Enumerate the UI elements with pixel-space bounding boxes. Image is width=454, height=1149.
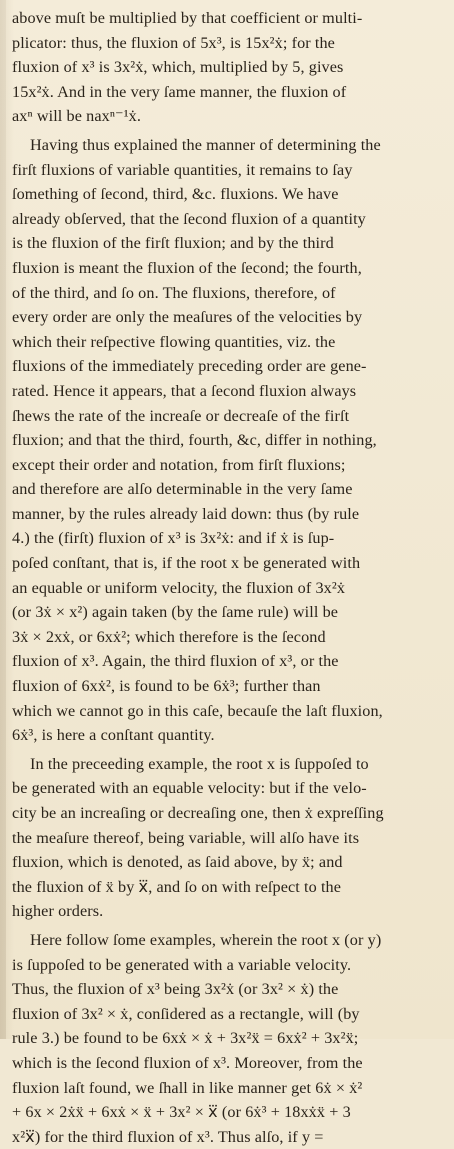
text-line: plicator: thus, the fluxion of 5x³, is 15x²ẋ; for the — [12, 33, 335, 52]
paragraph-3 — [12, 752, 444, 924]
text-line: the fluxion of ẍ by x⃛, and ſo on with reſpect to the — [12, 877, 342, 896]
text-line: poſed conſtant, that is, if the root x be generated with — [12, 554, 361, 573]
text-line: fluxion is meant the fluxion of the ſecond; the fourth, — [12, 258, 362, 277]
text-line: manner, by the rules already laid down: thus (by rule — [12, 504, 360, 523]
text-line: In the preceeding example, the root x is ſuppoſed to — [30, 754, 369, 773]
text-line: an equable or uniform velocity, the fluxion of 3x²ẋ — [12, 578, 346, 597]
text-line: firſt fluxions of variable quantities, it remains to ſay — [12, 160, 353, 179]
text-line: axⁿ will be naxⁿ⁻¹ẋ. — [12, 107, 141, 126]
text-line: except their order and notation, from firſt fluxions; — [12, 455, 346, 474]
text-line: fluxion of 3x² × ẋ, conſidered as a rectangle, will (by — [12, 1004, 360, 1023]
text-line: fluxion; and that the third, fourth, &c, differ in nothing, — [12, 431, 377, 450]
text-line: rule 3.) be found to be 6xẋ × ẋ + 3x²ẍ = 6xẋ² + 3x²ẍ; — [12, 1029, 359, 1048]
text-line: city be an increaſing or decreaſing one, then ẋ expreſſing — [12, 804, 384, 822]
paragraph-4 — [12, 928, 444, 1149]
text-line: fluxion, which is denoted, as ſaid above, by ẍ; and — [12, 853, 343, 872]
text-line: rated. Hence it appears, that a ſecond fluxion always — [12, 381, 357, 400]
text-line: already obſerved, that the ſecond fluxion of a quantity — [12, 209, 366, 228]
text-line: and therefore are alſo determinable in the very ſame — [12, 480, 353, 499]
text-line: which their reſpective flowing quantities, viz. the — [12, 332, 336, 351]
text-line: (or 3ẋ × x²) again taken (by the ſame rule) will be — [12, 603, 339, 622]
text-line: 15x²ẋ. And in the very ſame manner, the fluxion of — [12, 82, 347, 101]
text-line: fluxions of the immediately preceding order are gene- — [12, 357, 367, 376]
text-line: ſhews the rate of the increaſe or decreaſe of the firſt — [12, 406, 350, 425]
text-line: of the third, and ſo on. The fluxions, therefore, of — [12, 283, 336, 302]
text-line: fluxion laſt found, we ſhall in like manner get 6ẋ × ẋ² — [12, 1078, 363, 1097]
text-line: x²x⃛) for the third fluxion of x³. Thus alſo, if y = — [12, 1127, 324, 1146]
text-line: 4.) the (firſt) fluxion of x³ is 3x²ẋ: and if ẋ is ſup- — [12, 529, 335, 548]
text-line: + 6x × 2ẋẍ + 6xẋ × ẍ + 3x² × x⃛ (or 6ẋ³ + 18xẋẍ + 3 — [12, 1103, 351, 1122]
text-line: 6ẋ³, is here a conſtant quantity. — [12, 726, 215, 745]
text-line: which is the ſecond fluxion of x³. Moreover, from the — [12, 1053, 363, 1072]
text-line: is the fluxion of the firſt fluxion; and by the third — [12, 234, 334, 253]
page-text — [12, 6, 444, 1149]
text-line: higher orders. — [12, 902, 104, 921]
text-line: Having thus explained the manner of determining the — [30, 135, 381, 154]
text-line: above muſt be multiplied by that coefficient or multi- — [12, 9, 363, 27]
text-line: Thus, the fluxion of x³ being 3x²ẋ (or 3x² × ẋ) the — [12, 980, 339, 999]
text-line: the meaſure thereof, being variable, will alſo have its — [12, 828, 360, 847]
paragraph-1 — [12, 6, 444, 129]
text-line: Here follow ſome examples, wherein the root x (or y) — [30, 930, 382, 949]
text-line: be generated with an equable velocity: but if the velo- — [12, 779, 367, 798]
page-gutter — [0, 0, 6, 1039]
text-line: which we cannot go in this caſe, becauſe the laſt fluxion, — [12, 701, 383, 720]
text-line: 3ẋ × 2xẋ, or 6xẋ²; which therefore is the ſecond — [12, 627, 326, 646]
paragraph-2 — [12, 133, 444, 748]
text-line: fluxion of x³ is 3x²ẋ, which, multiplied by 5, gives — [12, 58, 344, 77]
text-line: ſomething of ſecond, third, &c. fluxions. We have — [12, 185, 339, 204]
text-line: every order are only the meaſures of the velocities by — [12, 308, 363, 327]
text-line: is ſuppoſed to be generated with a variable velocity. — [12, 955, 352, 974]
text-line: fluxion of x³. Again, the third fluxion of x³, or the — [12, 652, 339, 671]
text-line: fluxion of 6xẋ², is found to be 6ẋ³; further than — [12, 677, 321, 696]
